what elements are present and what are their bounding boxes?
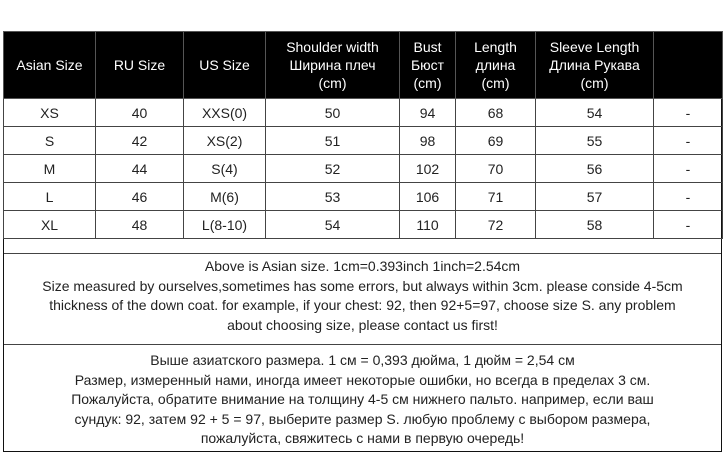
russian-size-note [4, 344, 721, 449]
cell-length: 69 [456, 127, 536, 155]
size-table [3, 31, 723, 239]
cell-sleeve: 55 [536, 127, 654, 155]
note-ru-line: пожалуйста, свяжитесь с нами в первую очередь! [200, 430, 525, 446]
header-shoulder-width: Shoulder width Ширина плеч (cm) [266, 32, 400, 99]
note-en-line: about choosing size, please contact us first! [227, 316, 498, 333]
cell-bust: 94 [400, 99, 456, 127]
cell-sleeve: 57 [536, 183, 654, 211]
table-row [4, 127, 723, 155]
note-en-line: Above is Asian size. 1cm=0.393inch 1inch=2.54cm [204, 258, 521, 274]
header-bust: Bust Бюст (cm) [400, 32, 456, 99]
cell-bust: 106 [400, 183, 456, 211]
cell-sleeve: 54 [536, 99, 654, 127]
cell-shoulder: 53 [266, 183, 400, 211]
cell-extra: - [654, 155, 723, 183]
cell-shoulder: 51 [266, 127, 400, 155]
cell-length: 70 [456, 155, 536, 183]
cell-sleeve: 58 [536, 211, 654, 239]
cell-shoulder: 50 [266, 99, 400, 127]
cell-asian-size: M [4, 155, 96, 183]
cell-us-size: XXS(0) [184, 99, 266, 127]
cell-length: 68 [456, 99, 536, 127]
cell-extra: - [654, 211, 723, 239]
header-length: Length длина (cm) [456, 32, 536, 99]
note-en-line: thickness of the down coat. for example, if your chest: 92, then 92+5=97, choose size S. any problem [49, 297, 676, 313]
table-row [4, 211, 723, 239]
cell-us-size: L(8-10) [184, 211, 266, 239]
note-ru-line: Пожалуйста, обратите внимание на толщину 4-5 см нижнего пальто. например, если ваш [71, 391, 654, 407]
cell-asian-size: S [4, 127, 96, 155]
cell-asian-size: L [4, 183, 96, 211]
note-ru-line: Выше азиатского размера. 1 см = 0,393 дюйма, 1 дюйм = 2,54 см [150, 352, 575, 368]
header-asian-size: Asian Size [4, 32, 96, 99]
cell-sleeve: 56 [536, 155, 654, 183]
english-size-note [4, 253, 721, 335]
header-ru-size: RU Size [96, 32, 184, 99]
cell-extra: - [654, 183, 723, 211]
header-blank [654, 32, 723, 99]
cell-asian-size: XL [4, 211, 96, 239]
cell-asian-size: XS [4, 99, 96, 127]
cell-ru-size: 40 [96, 99, 184, 127]
cell-ru-size: 46 [96, 183, 184, 211]
cell-us-size: XS(2) [184, 127, 266, 155]
table-row [4, 183, 723, 211]
cell-length: 71 [456, 183, 536, 211]
cell-extra: - [654, 99, 723, 127]
cell-length: 72 [456, 211, 536, 239]
header-sleeve-length: Sleeve Length Длина Рукава (cm) [536, 32, 654, 99]
cell-ru-size: 44 [96, 155, 184, 183]
cell-us-size: S(4) [184, 155, 266, 183]
cell-shoulder: 54 [266, 211, 400, 239]
table-row [4, 99, 723, 127]
note-en-line: Size measured by ourselves,sometimes has some errors, but always within 3cm. please conside 4-5cm [42, 277, 683, 294]
cell-us-size: M(6) [184, 183, 266, 211]
cell-ru-size: 42 [96, 127, 184, 155]
cell-bust: 110 [400, 211, 456, 239]
table-row [4, 155, 723, 183]
note-ru-line: сундук: 92, затем 92 + 5 = 97, выберите размер S. любую проблему с выбором размера, [74, 410, 651, 427]
cell-bust: 102 [400, 155, 456, 183]
cell-shoulder: 52 [266, 155, 400, 183]
cell-bust: 98 [400, 127, 456, 155]
cell-ru-size: 48 [96, 211, 184, 239]
cell-extra: - [654, 127, 723, 155]
table-header-row [4, 32, 723, 99]
header-us-size: US Size [184, 32, 266, 99]
note-ru-line: Размер, измеренный нами, иногда имеет некоторые ошибки, но всегда в пределах 3 см. [74, 371, 651, 388]
